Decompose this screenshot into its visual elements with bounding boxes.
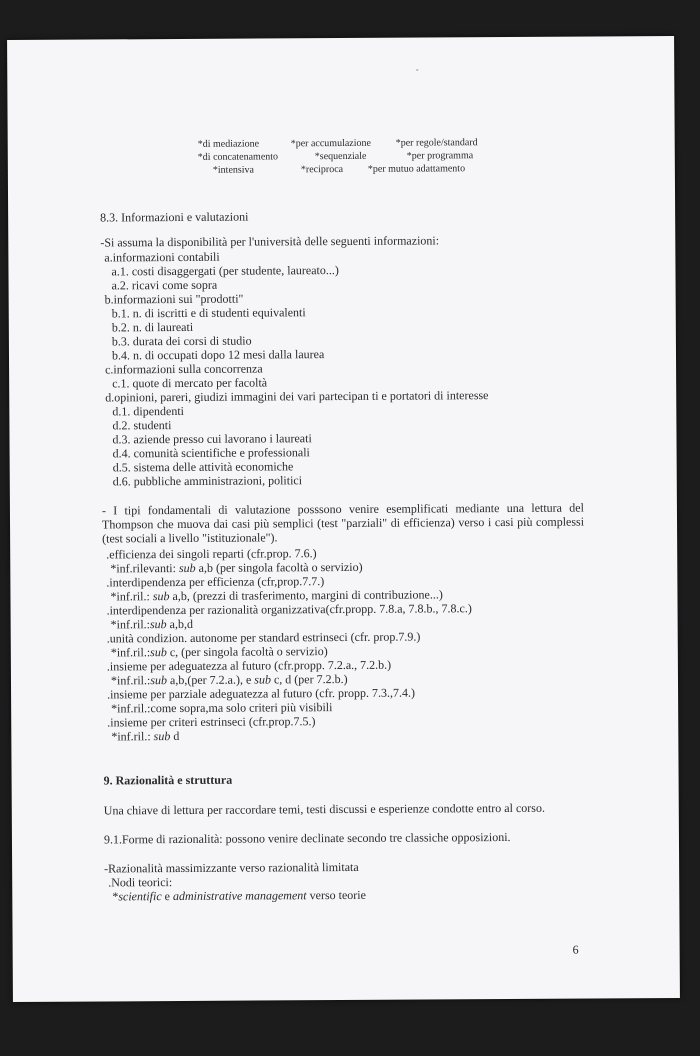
eval-line: *inf.ril.:come sopra,ma solo criteri più visibili — [111, 700, 333, 716]
grid-r2c3: *per programma — [406, 150, 474, 162]
list-item: d.4. comunità scientifiche e professionali — [112, 445, 310, 461]
section-9-1: 9.1.Forme di razionalità: possono venire declinate secondo tre classiche opposizioni. — [103, 829, 511, 847]
eval-line: .unità condizion. autonome per standard estrinseci (cfr. prop.7.9.) — [106, 629, 421, 646]
grid-r1c2: *per accumulazione — [290, 137, 371, 150]
list-item: d.3. aziende presso cui lavorano i laureati — [112, 431, 312, 447]
list-item: a.1. costi disaggergati (per studente, laureato...) — [111, 263, 339, 279]
eval-line: .interdipendenza per efficienza (cfr,prop.7.7.) — [106, 574, 325, 590]
eval-line: .insieme per adeguatezza al futuro (cfr.propp. 7.2.a., 7.2.b.) — [106, 657, 392, 674]
eval-line: *inf.ril.: sub a,b, (prezzi di trasferimento, margini di contribuzione...) — [110, 587, 443, 604]
section-9-intro: Una chiave di lettura per raccordare temi, testi discussi e esperienze condotte entro al corso. — [103, 800, 545, 818]
eval-line: .insieme per parziale adeguatezza al futuro (cfr. propp. 7.3.,7.4.) — [107, 685, 415, 702]
list-item: b.2. n. di laureati — [111, 319, 194, 335]
list-item: c.informazioni sulla concorrenza — [105, 361, 263, 377]
list-item: d.6. pubbliche amministrazioni, politici — [112, 473, 303, 489]
eval-line: *inf.ril.:sub a,b,d — [110, 616, 194, 632]
list-item: b.4. n. di occupati dopo 12 mesi dalla laurea — [111, 347, 325, 363]
eval-line: .efficienza dei singoli reparti (cfr.prop. 7.6.) — [106, 546, 317, 562]
eval-line: *inf.ril.:sub c, (per singola facoltà o servizio) — [110, 644, 328, 660]
list-item: a.2. ricavi come sopra — [111, 277, 218, 293]
eval-line: *inf.ril.:sub a,b,(per 7.2.a.), e sub c, d (per 7.2.b.) — [110, 671, 348, 688]
list-item: b.informazioni sui "prodotti" — [104, 291, 244, 307]
grid-r3c3: *per mutuo adattamento — [367, 163, 466, 175]
list-item: b.1. n. di iscritti e di studenti equivalenti — [111, 305, 306, 321]
grid-r3c2: *reciproca — [300, 163, 344, 176]
list-item: d.5. sistema delle attività economiche — [112, 459, 294, 475]
section-8-3-title: 8.3. Informazioni e valutazioni — [100, 209, 249, 225]
grid-r3c1: *intensiva — [212, 164, 255, 176]
section-9-line: -Razionalità massimizzante verso razionalità limitata — [104, 859, 359, 876]
eval-line: .interdipendenza per razionalità organizzativa(cfr.propp. 7.8.a, 7.8.b., 7.8.c.) — [106, 601, 472, 618]
eval-line: *inf.rilevanti: sub a,b (per singola facoltà o servizio) — [110, 559, 363, 576]
thompson-paragraph: - I tipi fondamentali di valutazione posssono venire esemplificati mediante una lettura del Thompson che muova dai casi più semplici (test "parziali" di efficienza) verso i casi più complessi (test sociali a livello "istituzionale"). — [101, 500, 585, 546]
grid-r2c2: *sequenziale — [314, 150, 367, 163]
speck — [416, 70, 418, 71]
list-item: b.3. durata dei corsi di studio — [111, 333, 252, 349]
list-item: d.2. studenti — [112, 418, 172, 433]
section-9-line: *scientific e administrative management verso teorie — [112, 887, 366, 904]
section-9-line: .Nodi teorici: — [108, 875, 173, 890]
list-item: a.informazioni contabili — [104, 249, 220, 265]
document-page — [7, 36, 680, 1002]
section-8-3-intro: -Si assuma la disponibilità per l'università delle seguenti informazioni: — [100, 233, 440, 250]
grid-r1c3: *per regole/standard — [395, 137, 478, 149]
page-number: 6 — [572, 942, 579, 957]
list-item: d.opinioni, pareri, giudizi immagini dei vari partecipan ti e portatori di interesse — [105, 388, 489, 405]
eval-line: .insieme per criteri estrinseci (cfr.prop.7.5.) — [107, 714, 316, 730]
list-item: d.1. dipendenti — [112, 403, 185, 419]
eval-line: *inf.ril.: sub d — [111, 729, 180, 744]
grid-r1c1: *di mediazione — [197, 138, 260, 150]
section-9-title: 9. Razionalità e struttura — [103, 772, 233, 788]
list-item: c.1. quote di mercato per facoltà — [112, 375, 268, 391]
grid-r2c1: *di concatenamento — [197, 151, 279, 163]
